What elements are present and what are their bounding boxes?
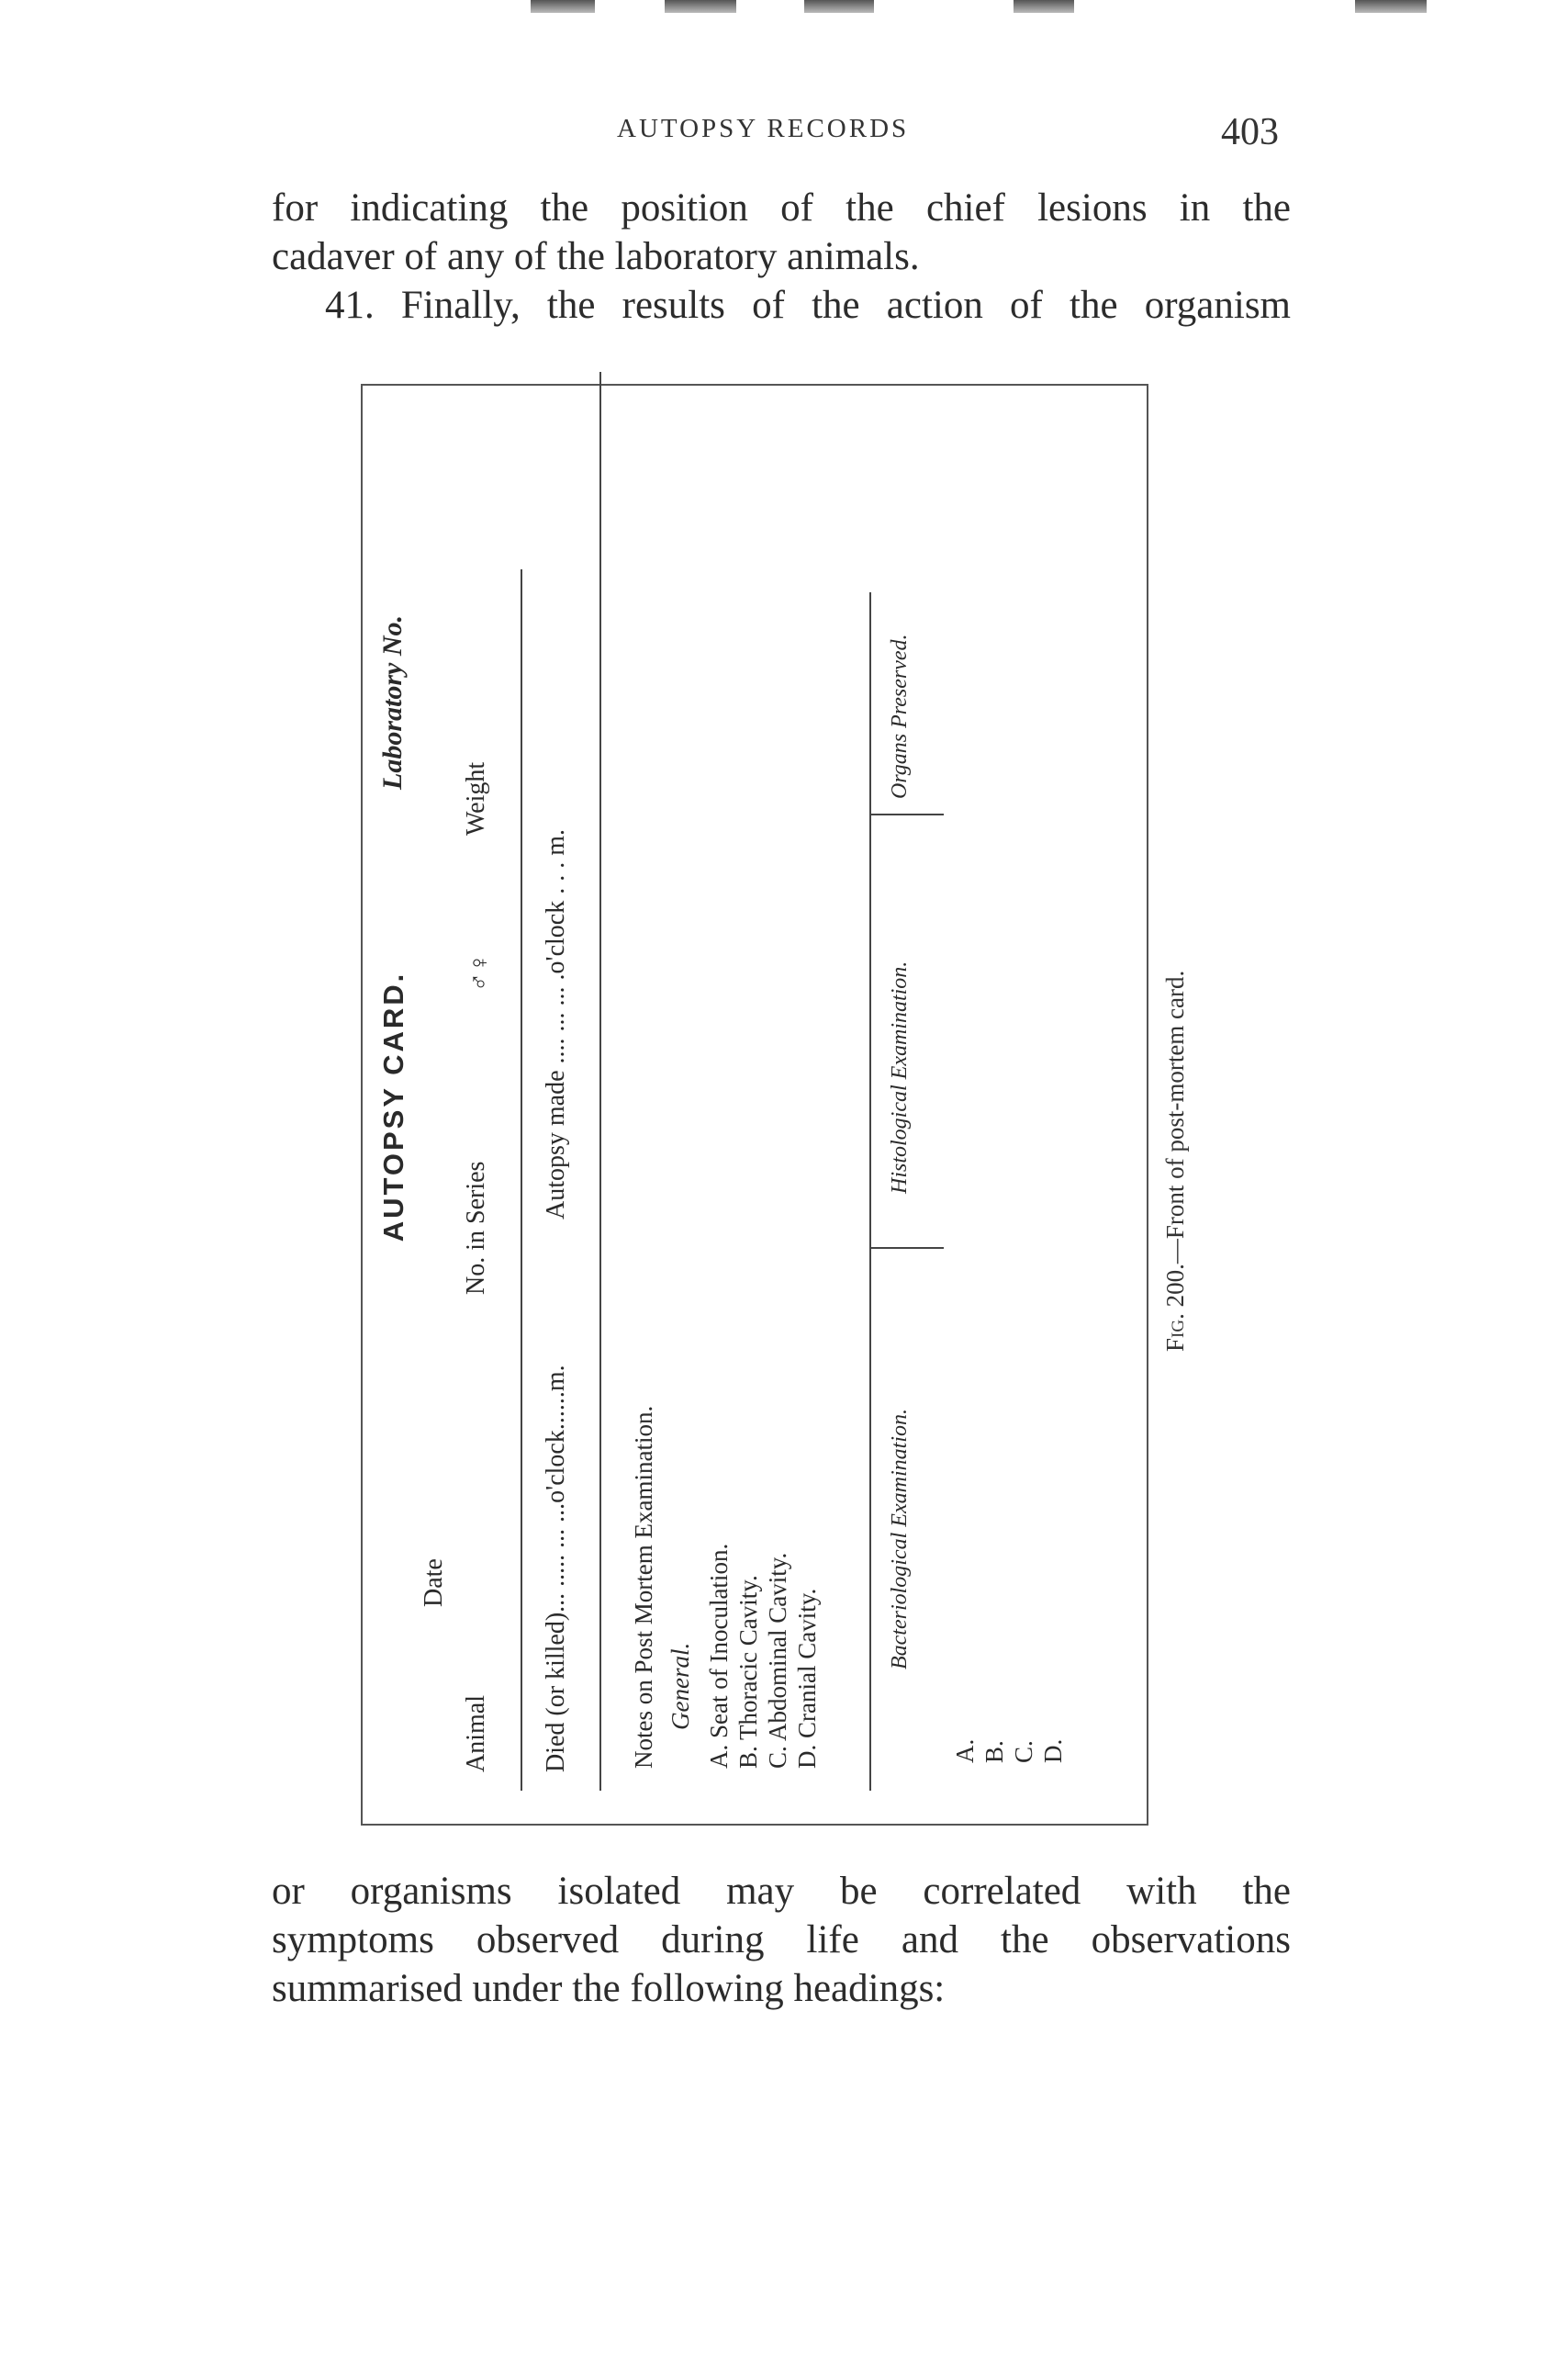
general-label: General. (666, 1642, 694, 1730)
sex-symbols: ♂♀ (465, 953, 494, 992)
text-line: cadaver of any of the laboratory animals. (272, 235, 920, 278)
card-title: AUTOPSY CARD. (377, 971, 409, 1242)
section-item: B. Thoracic Cavity. (734, 1575, 762, 1769)
column-row-label: B. (980, 1740, 1008, 1763)
column-row-label: A. (951, 1738, 979, 1763)
date-label: Date (420, 1558, 448, 1607)
running-head: AUTOPSY RECORDS (617, 114, 910, 143)
text-line: summarised under the following headings: (272, 1967, 946, 2010)
column-header-bacteriological: Bacteriological Examination. (888, 1409, 912, 1669)
series-label: No. in Series (462, 1161, 490, 1295)
column-header-organs: Organs Preserved. (888, 634, 912, 799)
page-number: 403 (1221, 111, 1279, 153)
column-header-histological: Histological Examination. (888, 961, 912, 1194)
section-item: D. Cranial Cavity. (793, 1588, 821, 1769)
column-row-label: C. (1010, 1740, 1037, 1763)
divider-rule (521, 569, 522, 1791)
autopsy-card-figure (361, 384, 1148, 1826)
text-line: 41. Finally, the results of the action of the organism (325, 284, 1291, 327)
section-item: C. Abdominal Cavity. (764, 1552, 791, 1769)
text-line: or organisms isolated may be correlated with the (272, 1870, 1291, 1913)
column-divider (870, 1247, 944, 1249)
text-line: symptoms observed during life and the observations (272, 1918, 1291, 1961)
figure-caption (1161, 801, 1194, 1352)
column-divider (870, 814, 944, 815)
weight-label: Weight (462, 761, 490, 836)
paragraph-top (272, 184, 1291, 330)
paragraph-bottom (272, 1867, 1291, 2013)
column-row-label: D. (1039, 1738, 1067, 1763)
notes-heading: Notes on Post Mortem Examination. (630, 1405, 657, 1769)
figure-number: Fig. 200. (1161, 1264, 1189, 1352)
died-line: Died (or killed)... ..... ... ...o'clock......m. (542, 1365, 570, 1772)
scan-edge-marks (0, 0, 1568, 28)
divider-rule (869, 592, 871, 1791)
autopsy-made-line: Autopsy made .... ... ... .o'clock . . . m. (542, 829, 570, 1219)
animal-label: Animal (462, 1695, 490, 1772)
laboratory-number-label: Laboratory No. (377, 615, 408, 790)
text-line: for indicating the position of the chief lesions in the (272, 186, 1291, 230)
autopsy-card-content (363, 386, 1150, 1827)
section-item: A. Seat of Inoculation. (705, 1543, 733, 1769)
divider-rule (599, 372, 601, 1791)
figure-caption-text: —Front of post-mortem card. (1161, 970, 1189, 1264)
